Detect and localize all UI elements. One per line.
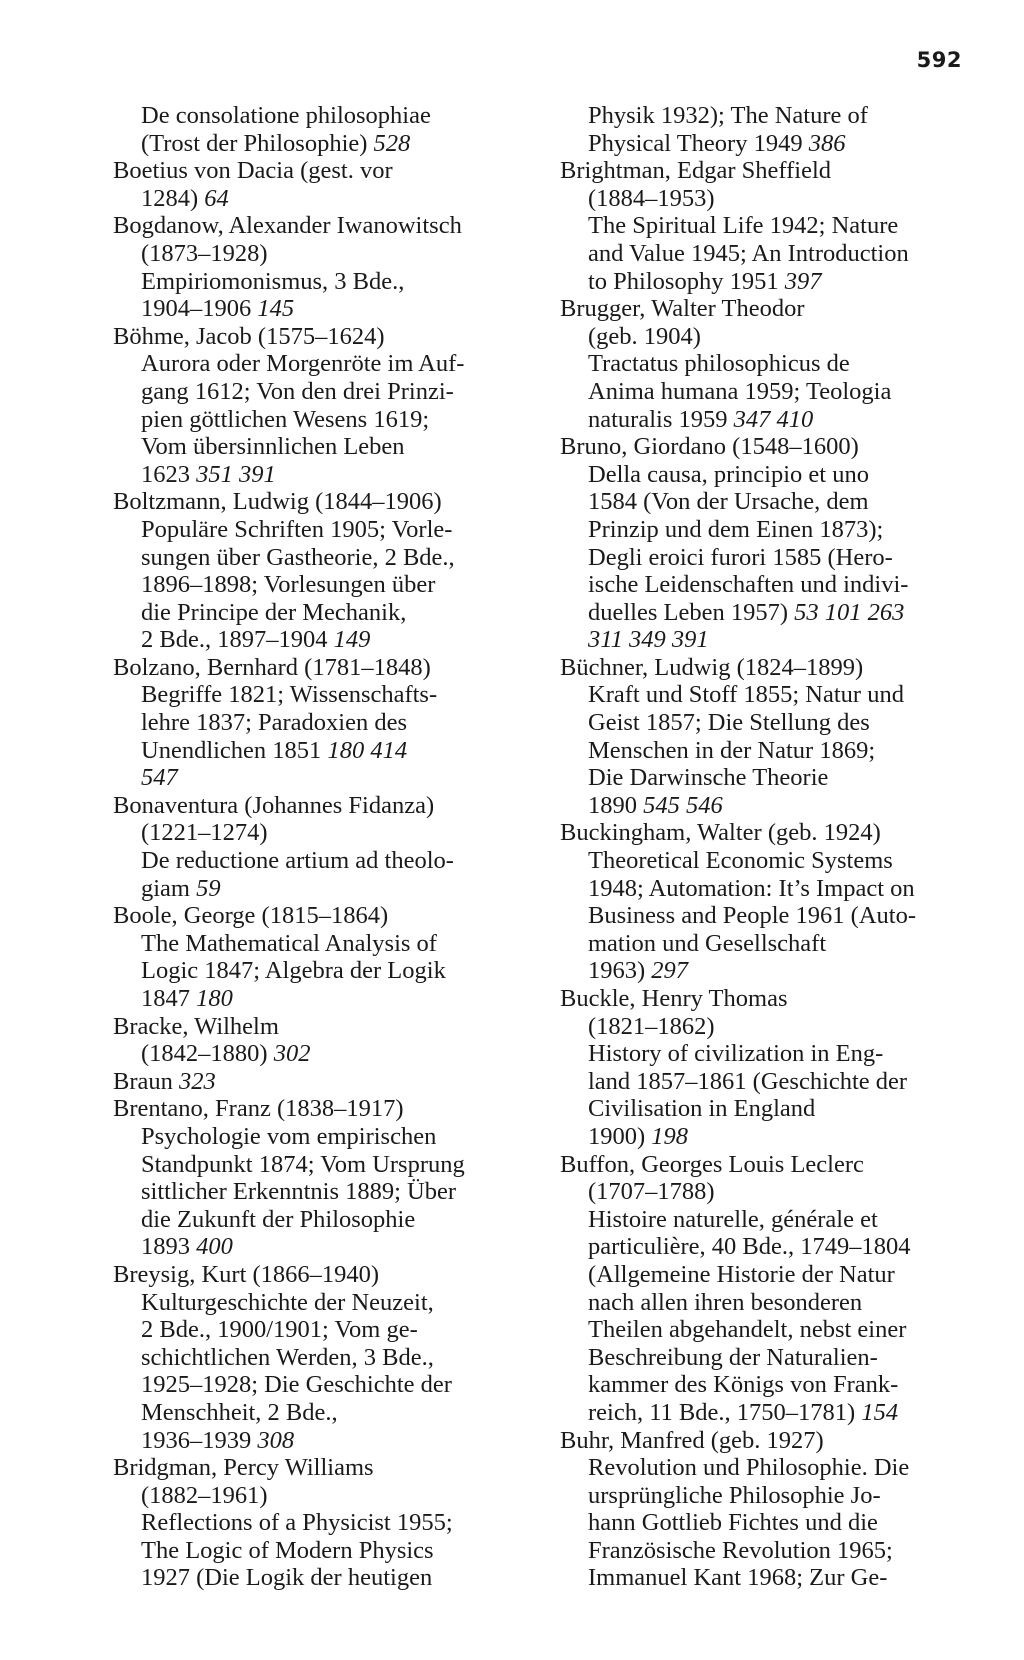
- page-reference: 64: [204, 184, 229, 212]
- index-line: [113, 1261, 533, 1289]
- entry-text: kammer des Königs von Frank-: [588, 1371, 899, 1399]
- index-line: [113, 1399, 533, 1427]
- entry-text: die Principe der Mechanik,: [141, 598, 407, 626]
- entry-text: lehre 1837; Paradoxien des: [141, 709, 408, 737]
- page-reference: 386: [808, 129, 846, 157]
- entry-text: Theilen abgehandelt, nebst einer: [588, 1316, 907, 1344]
- index-line: [113, 1013, 533, 1041]
- entry-text: ische Leidenschaften und indivi-: [588, 571, 909, 599]
- entry-text: particulière, 40 Bde., 1749–1804: [588, 1233, 911, 1261]
- page-reference: 297: [651, 957, 689, 985]
- entry-text: Populäre Schriften 1905; Vorle-: [141, 515, 453, 543]
- entry-text: Buckle, Henry Thomas: [560, 985, 788, 1012]
- entry-text: Anima humana 1959; Teologia: [588, 377, 892, 405]
- entry-text: Standpunkt 1874; Vom Ursprung: [141, 1150, 465, 1178]
- entry-text: naturalis 1959: [588, 405, 734, 433]
- index-line: [113, 185, 533, 213]
- index-line: [113, 516, 533, 544]
- page-reference: 400: [196, 1233, 233, 1261]
- entry-text: De consolatione philosophiae: [141, 102, 431, 129]
- index-line: [560, 516, 990, 544]
- entry-text: 1896–1898; Vorlesungen über: [141, 571, 436, 599]
- entry-text: Boole, George (1815–1864): [113, 902, 389, 930]
- entry-text: 1925–1928; Die Geschichte der: [141, 1371, 452, 1399]
- index-line: [113, 1289, 533, 1317]
- entry-text: (1221–1274): [141, 819, 268, 847]
- index-line: [113, 433, 533, 461]
- index-line: [113, 1233, 533, 1261]
- entry-text: Prinzip und dem Einen 1873);: [588, 515, 884, 543]
- index-line: [560, 819, 990, 847]
- page-reference: 528: [373, 129, 411, 157]
- entry-text: hann Gottlieb Fichtes und die: [588, 1509, 878, 1537]
- page-reference: 154: [861, 1398, 899, 1426]
- index-line: [560, 544, 990, 572]
- entry-text: Vom übersinnlichen Leben: [141, 433, 405, 461]
- entry-text: Boetius von Dacia (gest. vor: [113, 157, 393, 185]
- index-line: [560, 930, 990, 958]
- entry-text: Kulturgeschichte der Neuzeit,: [141, 1288, 434, 1316]
- entry-text: Boltzmann, Ludwig (1844–1906): [113, 488, 442, 516]
- index-line: [560, 1123, 990, 1151]
- entry-text: Bogdanow, Alexander Iwanowitsch: [113, 212, 462, 240]
- index-line: [113, 295, 533, 323]
- entry-text: (1882–1961): [141, 1481, 268, 1509]
- entry-text: 1927 (Die Logik der heutigen: [141, 1564, 433, 1592]
- index-line: [113, 350, 533, 378]
- index-line: [560, 985, 990, 1013]
- page-reference: 311 349 391: [588, 626, 709, 654]
- page-number: 592: [916, 48, 962, 72]
- index-line: [113, 1427, 533, 1455]
- page-reference: 545 546: [643, 791, 723, 819]
- entry-text: Brugger, Walter Theodor: [560, 295, 805, 323]
- index-line: [560, 847, 990, 875]
- index-line: [560, 1454, 990, 1482]
- index-line: [113, 1095, 533, 1123]
- index-line: [560, 654, 990, 682]
- index-line: [113, 1371, 533, 1399]
- page-reference: 347 410: [733, 405, 814, 433]
- page-reference: 180: [196, 985, 233, 1012]
- entry-text: Büchner, Ludwig (1824–1899): [560, 653, 864, 681]
- entry-text: 1847: [141, 985, 197, 1012]
- entry-text: Aurora oder Morgenröte im Auf-: [141, 350, 465, 378]
- entry-text: Beschreibung der Naturalien-: [588, 1343, 878, 1371]
- index-line: [113, 571, 533, 599]
- entry-text: nach allen ihren besonderen: [588, 1288, 863, 1316]
- index-line: [113, 1151, 533, 1179]
- entry-text: Buckingham, Walter (geb. 1924): [560, 819, 881, 847]
- entry-text: (Trost der Philosophie): [141, 129, 374, 157]
- index-column-left: [113, 102, 533, 1592]
- index-line: [560, 737, 990, 765]
- entry-text: mation und Gesellschaft: [588, 929, 827, 957]
- index-line: [560, 1399, 990, 1427]
- entry-text: Physical Theory 1949: [588, 129, 809, 157]
- entry-text: 1284): [141, 184, 205, 212]
- entry-text: Theoretical Economic Systems: [588, 847, 893, 875]
- index-line: [113, 212, 533, 240]
- index-line: [560, 709, 990, 737]
- entry-text: Braun: [113, 1067, 179, 1095]
- index-line: [560, 488, 990, 516]
- index-line: [560, 1509, 990, 1537]
- entry-text: Bracke, Wilhelm: [113, 1012, 279, 1040]
- entry-text: gang 1612; Von den drei Prinzi-: [141, 377, 454, 405]
- index-line: [113, 985, 533, 1013]
- entry-text: Bridgman, Percy Williams: [113, 1454, 374, 1482]
- entry-text: Menschheit, 2 Bde.,: [141, 1398, 338, 1426]
- index-line: [113, 1123, 533, 1151]
- index-line: [113, 240, 533, 268]
- entry-text: Unendlichen 1851: [141, 736, 328, 764]
- index-line: [113, 1509, 533, 1537]
- index-line: [560, 902, 990, 930]
- index-line: [560, 1040, 990, 1068]
- entry-text: 1936–1939: [141, 1426, 258, 1454]
- entry-text: Civilisation in England: [588, 1095, 816, 1123]
- index-column-right: [560, 102, 990, 1592]
- index-line: [560, 461, 990, 489]
- entry-text: Logic 1847; Algebra der Logik: [141, 957, 446, 985]
- page-reference: 397: [784, 267, 822, 295]
- index-line: [560, 1178, 990, 1206]
- index-line: [113, 1454, 533, 1482]
- index-line: [560, 1371, 990, 1399]
- page-reference: 308: [257, 1426, 295, 1454]
- index-line: [113, 1068, 533, 1096]
- entry-text: Böhme, Jacob (1575–1624): [113, 322, 385, 350]
- index-line: [113, 488, 533, 516]
- entry-text: Buhr, Manfred (geb. 1927): [560, 1426, 824, 1454]
- index-line: [113, 1564, 533, 1592]
- entry-text: ursprüngliche Philosophie Jo-: [588, 1481, 881, 1509]
- index-line: [560, 102, 990, 130]
- index-line: [113, 957, 533, 985]
- entry-text: (1707–1788): [588, 1178, 715, 1206]
- page-reference: 59: [196, 874, 221, 902]
- index-line: [560, 268, 990, 296]
- entry-text: 2 Bde., 1900/1901; Vom ge-: [141, 1316, 418, 1344]
- index-line: [560, 681, 990, 709]
- index-line: [113, 902, 533, 930]
- index-line: [560, 350, 990, 378]
- entry-text: schichtlichen Werden, 3 Bde.,: [141, 1343, 434, 1371]
- entry-text: 1893: [141, 1233, 197, 1261]
- page-reference: 180 414: [327, 736, 408, 764]
- index-line: [560, 1344, 990, 1372]
- index-line: [560, 240, 990, 268]
- entry-text: Menschen in der Natur 1869;: [588, 736, 876, 764]
- entry-text: Kraft und Stoff 1855; Natur und: [588, 681, 904, 709]
- page-reference: 149: [333, 626, 371, 654]
- index-line: [560, 1206, 990, 1234]
- index-line: [560, 957, 990, 985]
- entry-text: 1948; Automation: It’s Impact on: [588, 874, 915, 902]
- entry-text: Reflections of a Physicist 1955;: [141, 1509, 453, 1537]
- entry-text: Brightman, Edgar Sheffield: [560, 157, 832, 185]
- index-line: [560, 433, 990, 461]
- entry-text: 1584 (Von der Ursache, dem: [588, 488, 869, 516]
- index-line: [113, 1537, 533, 1565]
- entry-text: duelles Leben 1957): [588, 598, 795, 626]
- index-line: [560, 1261, 990, 1289]
- index-line: [560, 875, 990, 903]
- index-line: [113, 626, 533, 654]
- index-line: [113, 378, 533, 406]
- entry-text: 1963): [588, 957, 652, 985]
- entry-text: die Zukunft der Philosophie: [141, 1205, 416, 1233]
- index-line: [560, 185, 990, 213]
- entry-text: De reductione artium ad theolo-: [141, 847, 454, 875]
- index-line: [560, 1564, 990, 1592]
- index-line: [113, 847, 533, 875]
- index-line: [560, 406, 990, 434]
- index-line: [113, 157, 533, 185]
- entry-text: giam: [141, 874, 197, 902]
- entry-text: Empiriomonismus, 3 Bde.,: [141, 267, 405, 295]
- entry-text: sittlicher Erkenntnis 1889; Über: [141, 1178, 457, 1206]
- entry-text: (1821–1862): [588, 1012, 715, 1040]
- entry-text: Tractatus philosophicus de: [588, 350, 850, 378]
- entry-text: Della causa, principio et uno: [588, 460, 869, 488]
- index-line: [560, 599, 990, 627]
- index-line: [113, 764, 533, 792]
- entry-text: 1890: [588, 791, 644, 819]
- index-line: [113, 1040, 533, 1068]
- page-reference: 323: [179, 1067, 216, 1095]
- entry-text: to Philosophy 1951: [588, 267, 785, 295]
- index-line: [560, 1068, 990, 1096]
- page-reference: 547: [141, 764, 178, 792]
- entry-text: The Mathematical Analysis of: [141, 929, 437, 957]
- index-line: [113, 681, 533, 709]
- index-line: [560, 1427, 990, 1455]
- index-line: [113, 1344, 533, 1372]
- entry-text: reich, 11 Bde., 1750–1781): [588, 1398, 862, 1426]
- entry-text: History of civilization in Eng-: [588, 1040, 884, 1068]
- index-line: [560, 1013, 990, 1041]
- index-line: [113, 819, 533, 847]
- index-line: [560, 1316, 990, 1344]
- index-line: [113, 654, 533, 682]
- index-line: [113, 406, 533, 434]
- entry-text: Breysig, Kurt (1866–1940): [113, 1260, 380, 1288]
- entry-text: Französische Revolution 1965;: [588, 1536, 893, 1564]
- index-line: [113, 875, 533, 903]
- index-line: [113, 1206, 533, 1234]
- index-line: [560, 295, 990, 323]
- index-line: [113, 709, 533, 737]
- entry-text: (1873–1928): [141, 239, 268, 267]
- index-line: [560, 1482, 990, 1510]
- index-line: [113, 930, 533, 958]
- index-line: [113, 599, 533, 627]
- entry-text: (Allgemeine Historie der Natur: [588, 1260, 895, 1288]
- index-line: [560, 626, 990, 654]
- entry-text: Physik 1932); The Nature of: [588, 102, 868, 129]
- index-line: [560, 764, 990, 792]
- page-reference: 198: [651, 1122, 689, 1150]
- entry-text: Geist 1857; Die Stellung des: [588, 709, 870, 737]
- entry-text: sungen über Gastheorie, 2 Bde.,: [141, 543, 455, 571]
- index-line: [560, 1537, 990, 1565]
- entry-text: 1900): [588, 1122, 652, 1150]
- page-reference: 351 391: [196, 460, 276, 488]
- index-line: [113, 323, 533, 351]
- entry-text: Revolution und Philosophie. Die: [588, 1454, 910, 1482]
- index-line: [113, 130, 533, 158]
- index-line: [113, 1316, 533, 1344]
- entry-text: pien göttlichen Wesens 1619;: [141, 405, 430, 433]
- index-line: [113, 461, 533, 489]
- entry-text: Bolzano, Bernhard (1781–1848): [113, 653, 431, 681]
- entry-text: Begriffe 1821; Wissenschafts-: [141, 681, 438, 709]
- entry-text: Psychologie vom empirischen: [141, 1122, 437, 1150]
- entry-text: (1884–1953): [588, 184, 715, 212]
- index-line: [113, 1178, 533, 1206]
- entry-text: Brentano, Franz (1838–1917): [113, 1095, 404, 1123]
- entry-text: Business and People 1961 (Auto-: [588, 902, 916, 930]
- index-line: [560, 571, 990, 599]
- index-line: [113, 1482, 533, 1510]
- entry-text: land 1857–1861 (Geschichte der: [588, 1067, 908, 1095]
- index-line: [113, 544, 533, 572]
- page-reference: 145: [257, 295, 295, 323]
- entry-text: The Logic of Modern Physics: [141, 1536, 434, 1564]
- index-line: [560, 323, 990, 351]
- entry-text: (geb. 1904): [588, 322, 701, 350]
- index-line: [560, 1289, 990, 1317]
- entry-text: Die Darwinsche Theorie: [588, 764, 829, 792]
- entry-text: 1623: [141, 460, 197, 488]
- index-line: [560, 792, 990, 820]
- page-reference: 302: [273, 1040, 311, 1068]
- entry-text: and Value 1945; An Introduction: [588, 239, 909, 267]
- index-line: [113, 792, 533, 820]
- index-line: [560, 1233, 990, 1261]
- entry-text: (1842–1880): [141, 1040, 274, 1068]
- entry-text: The Spiritual Life 1942; Nature: [588, 212, 899, 240]
- index-line: [560, 1151, 990, 1179]
- index-line: [560, 130, 990, 158]
- entry-text: Bonaventura (Johannes Fidanza): [113, 791, 435, 819]
- index-line: [560, 378, 990, 406]
- entry-text: Histoire naturelle, générale et: [588, 1205, 878, 1233]
- entry-text: Bruno, Giordano (1548–1600): [560, 433, 859, 461]
- index-line: [113, 268, 533, 296]
- entry-text: Buffon, Georges Louis Leclerc: [560, 1150, 864, 1178]
- index-line: [560, 157, 990, 185]
- page-reference: 53 101 263: [794, 598, 905, 626]
- entry-text: Immanuel Kant 1968; Zur Ge-: [588, 1564, 888, 1592]
- index-line: [113, 737, 533, 765]
- index-line: [560, 1095, 990, 1123]
- index-line: [560, 212, 990, 240]
- entry-text: Degli eroici furori 1585 (Hero-: [588, 543, 893, 571]
- entry-text: 2 Bde., 1897–1904: [141, 626, 334, 654]
- entry-text: 1904–1906: [141, 295, 258, 323]
- index-line: [113, 102, 533, 130]
